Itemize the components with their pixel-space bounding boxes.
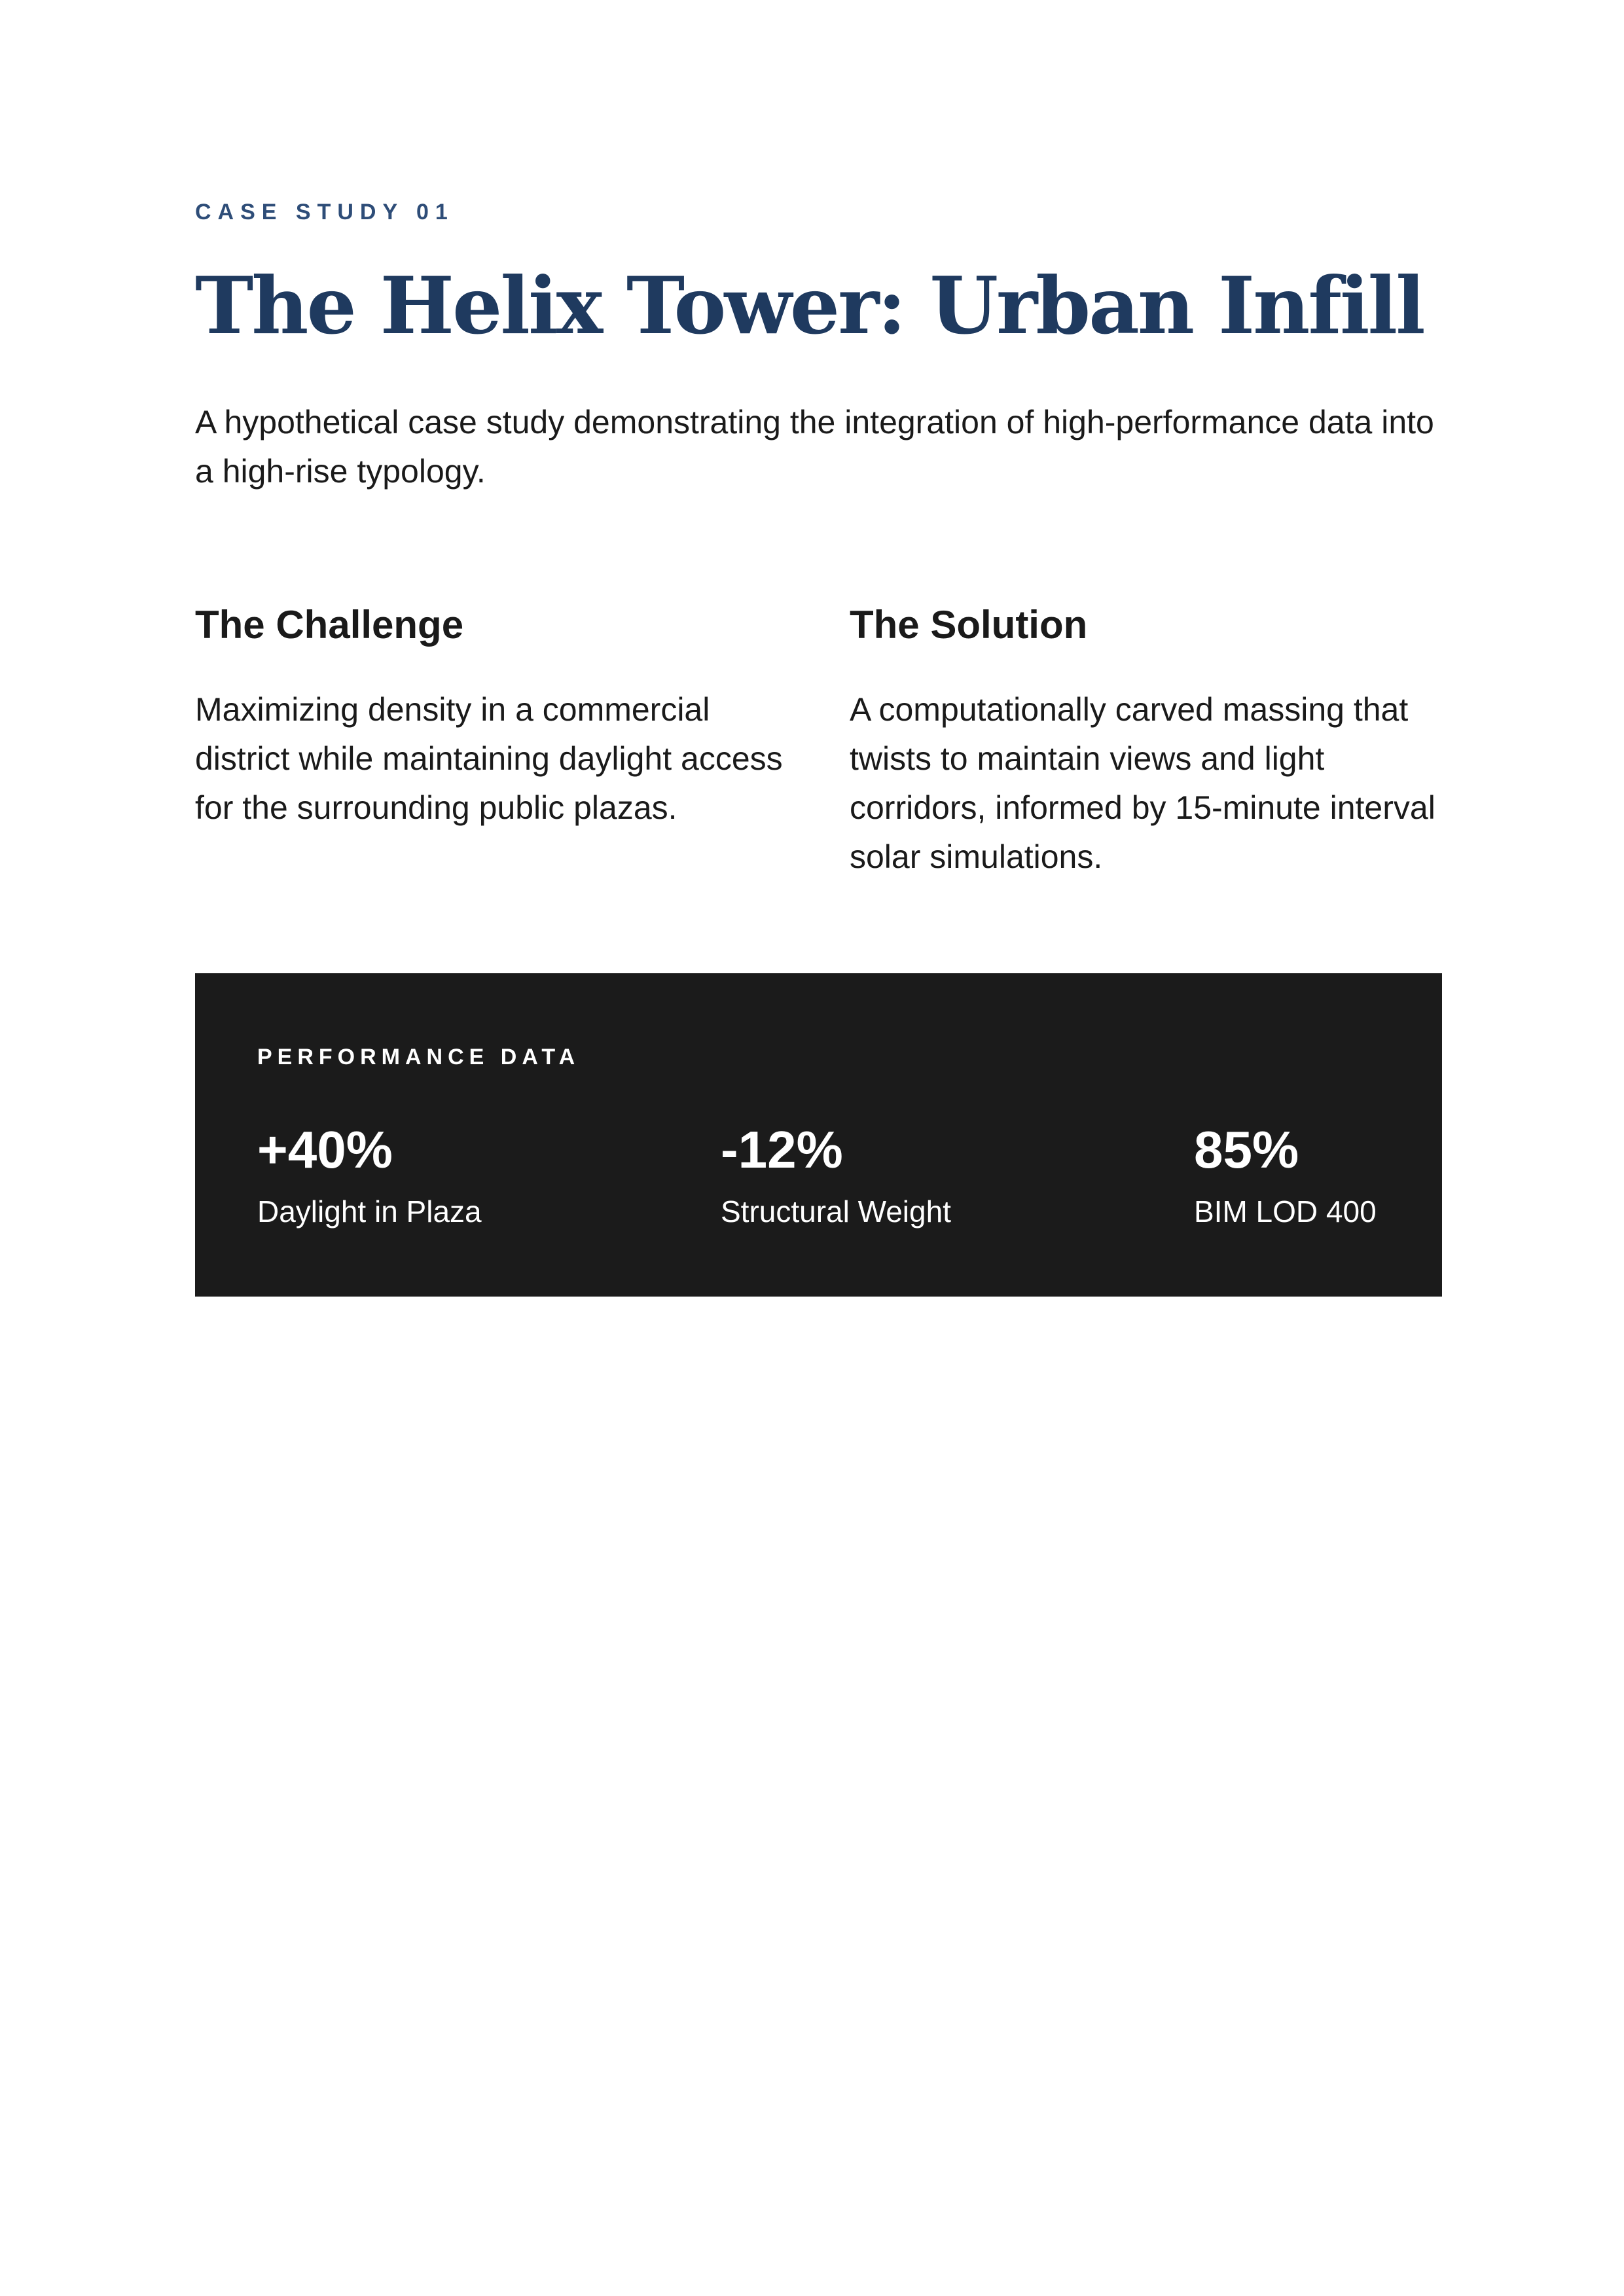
stat-value: -12% (721, 1121, 843, 1179)
stat-value: +40% (257, 1121, 393, 1179)
stat-label: Daylight in Plaza (257, 1194, 482, 1229)
performance-panel (195, 973, 1442, 1297)
stat-bim-lod (1194, 1117, 1377, 1231)
stat-structural-weight (721, 1117, 951, 1231)
performance-label: PERFORMANCE DATA (257, 1045, 581, 1069)
stat-value: 85% (1194, 1121, 1299, 1179)
case-study-page (195, 0, 1442, 2296)
challenge-body: Maximizing density in a commercial district while maintaining daylight access for the surrounding public plazas. (195, 691, 783, 826)
solution-section (850, 596, 1439, 882)
page-title: The Helix Tower: Urban Infill (195, 260, 1424, 352)
eyebrow-label: CASE STUDY 01 (195, 200, 454, 224)
intro-paragraph: A hypothetical case study demonstrating the integration of high-performance data into a high-rise typology. (195, 404, 1434, 490)
solution-heading: The Solution (850, 603, 1088, 647)
stat-label: BIM LOD 400 (1194, 1194, 1377, 1229)
solution-body: A computationally carved massing that twists to maintain views and light corridors, informed by 15-minute interval solar simulations. (850, 691, 1435, 875)
challenge-heading: The Challenge (195, 603, 464, 647)
challenge-section (195, 596, 784, 833)
stat-daylight (257, 1117, 482, 1231)
stat-label: Structural Weight (721, 1194, 951, 1229)
